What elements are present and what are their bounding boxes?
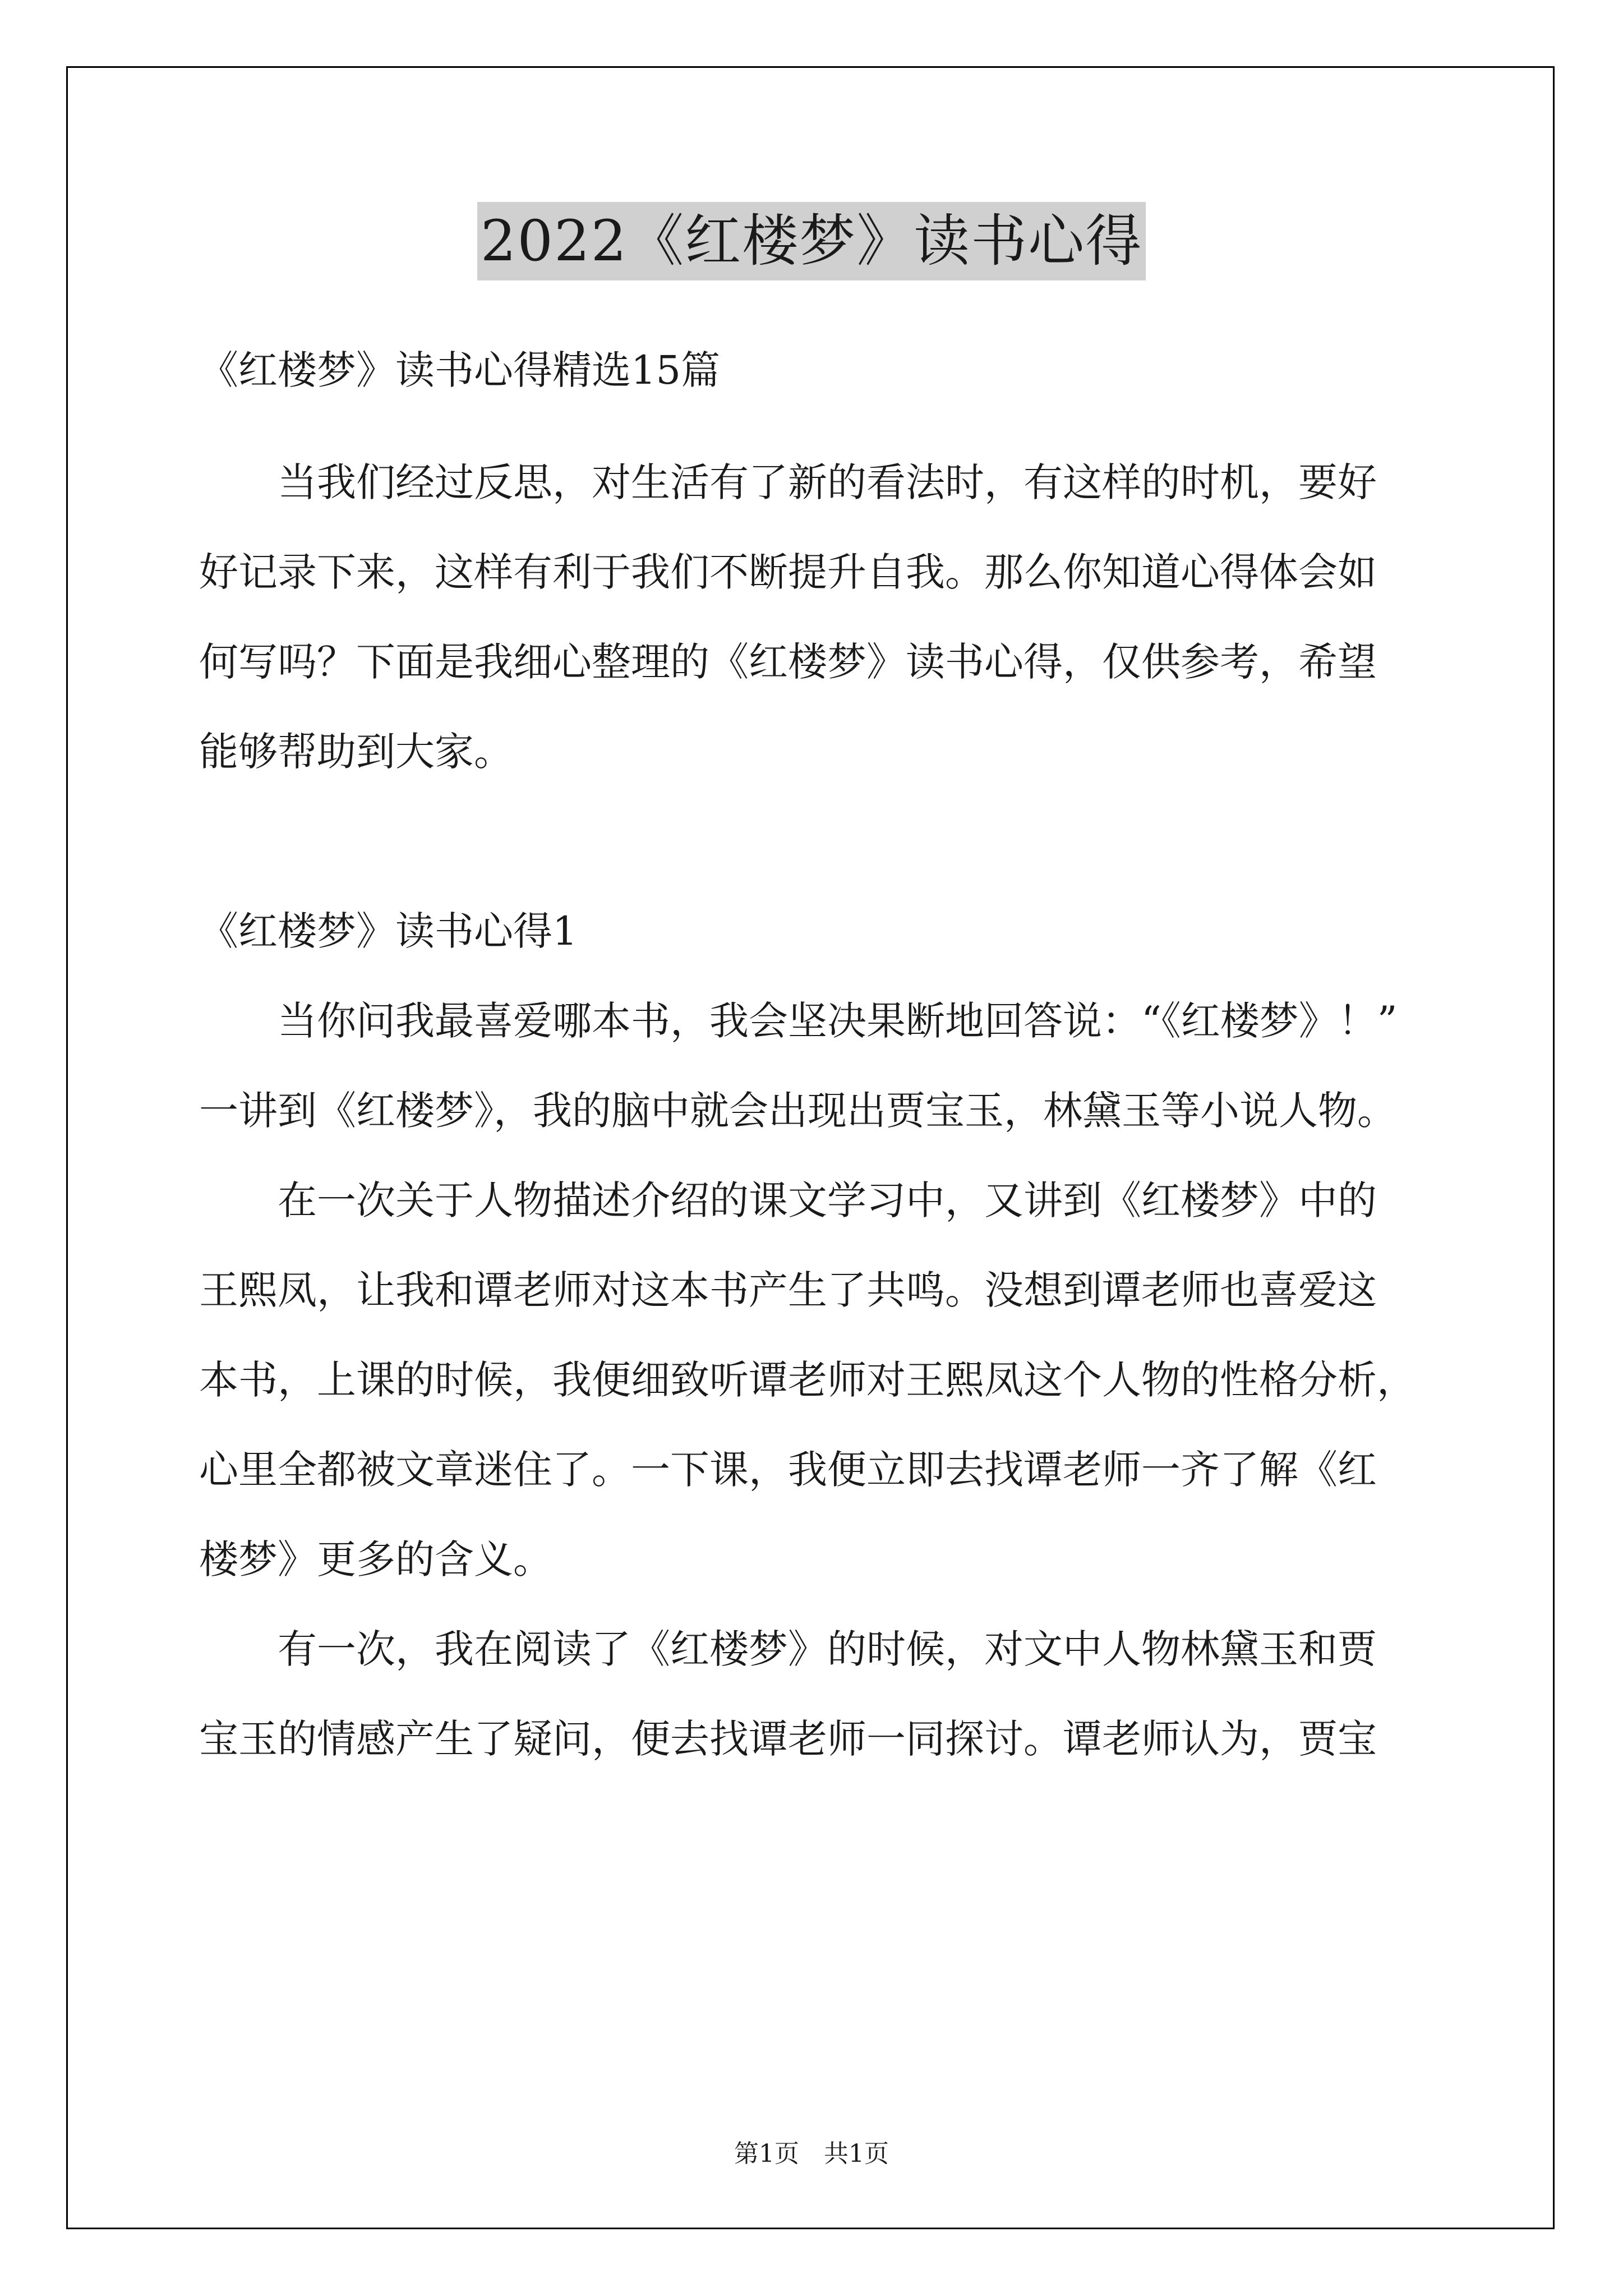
subtitle: 《红楼梦》读书心得精选15篇	[199, 347, 721, 393]
document-body	[199, 342, 1430, 1784]
text-line: 在一次关于人物描述介绍的课文学习中，又讲到《红楼梦》中的	[278, 1177, 1377, 1223]
text-line: 能够帮助到大家。	[199, 729, 513, 775]
text-line: 一讲到《红楼梦》，我的脑中就会出现出贾宝玉，林黛玉等小说人物。	[199, 1088, 1396, 1134]
text-line: 楼梦》更多的含义。	[199, 1536, 552, 1582]
paragraph-3	[199, 1604, 1430, 1784]
text-line: 心里全都被文章迷住了。一下课，我便立即去找谭老师一齐了解《红	[199, 1447, 1377, 1493]
document-title: 2022《红楼梦》读书心得	[477, 202, 1146, 280]
text-line: 当我们经过反思，对生活有了新的看法时，有这样的时机，要好	[278, 459, 1377, 505]
text-line: 王熙凤，让我和谭老师对这本书产生了共鸣。没想到谭老师也喜爱这	[199, 1267, 1377, 1313]
text-line: 宝玉的情感产生了疑问，便去找谭老师一同探讨。谭老师认为，贾宝	[199, 1716, 1377, 1762]
text-line: 何写吗？下面是我细心整理的《红楼梦》读书心得，仅供参考，希望	[199, 639, 1377, 685]
intro-paragraph	[199, 438, 1430, 797]
page-footer: 第1页 共1页	[734, 2139, 889, 2168]
text-line: 好记录下来，这样有利于我们不断提升自我。那么你知道心得体会如	[199, 549, 1377, 595]
paragraph-1	[199, 976, 1430, 1156]
text-line: 当你问我最喜爱哪本书，我会坚决果断地回答说：“《红楼梦》！”	[278, 998, 1398, 1044]
paragraph-2	[199, 1156, 1430, 1604]
section-heading: 《红楼梦》读书心得1	[199, 908, 578, 954]
text-line: 有一次，我在阅读了《红楼梦》的时候，对文中人物林黛玉和贾	[278, 1626, 1377, 1672]
title-container	[0, 202, 1623, 280]
text-line: 本书，上课的时候，我便细致听谭老师对王熙凤这个人物的性格分析，	[199, 1357, 1416, 1403]
